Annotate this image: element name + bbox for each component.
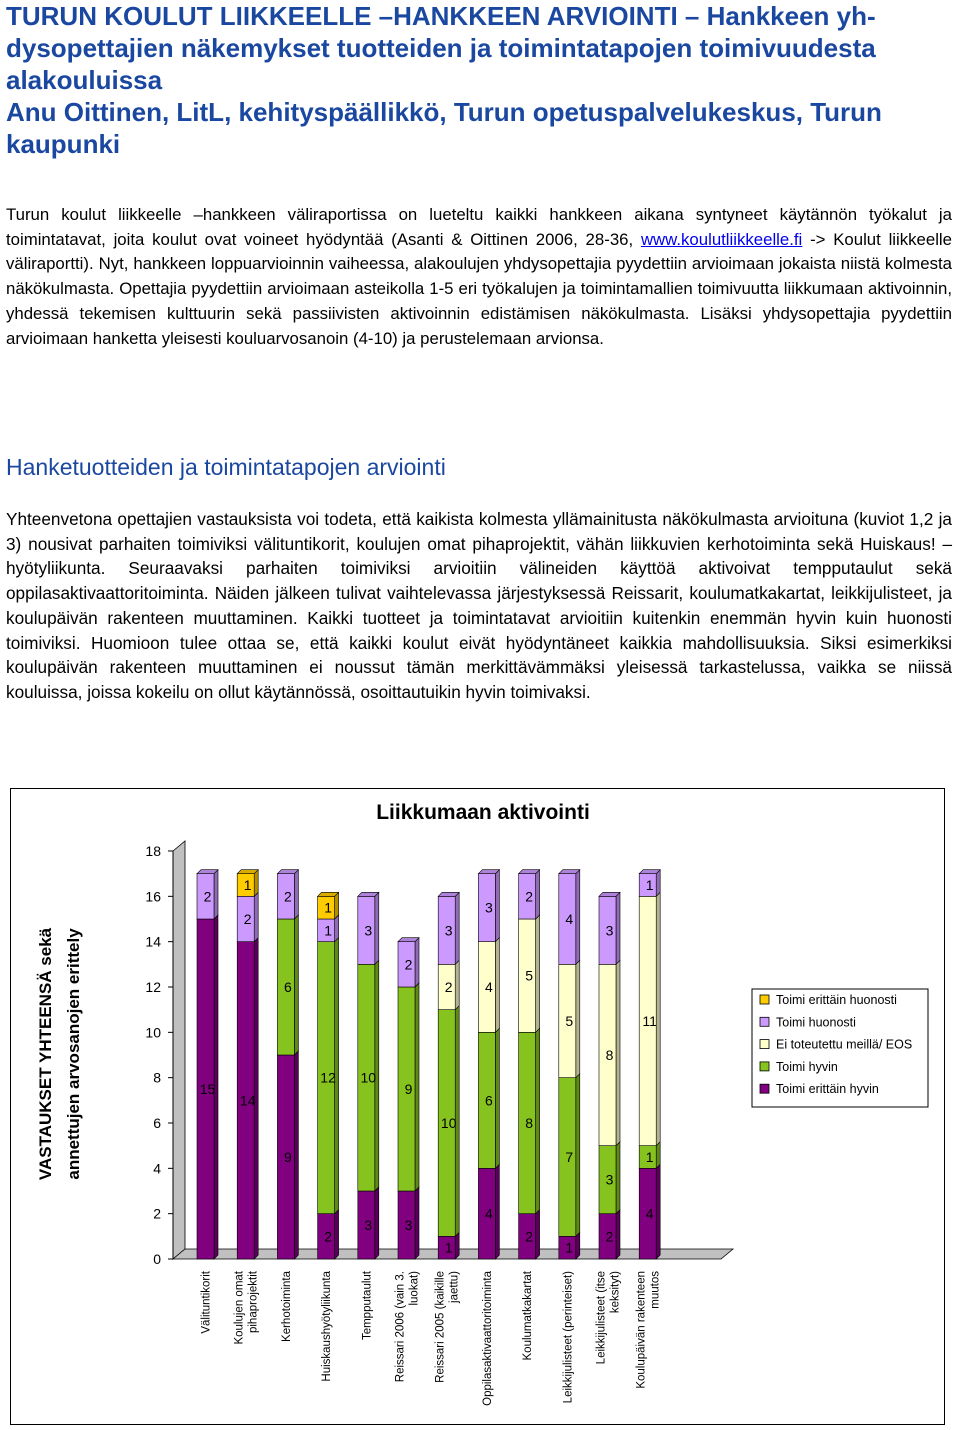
data-label: 10 xyxy=(440,1115,457,1131)
x-tick-label: muutos xyxy=(649,1271,662,1309)
bar-segment-side xyxy=(375,1187,379,1259)
y-tick-label: 4 xyxy=(153,1160,161,1177)
bar-segment-side xyxy=(455,960,459,1009)
y-tick-label: 16 xyxy=(145,888,161,905)
title-line: TURUN KOULUT LIIKKEELLE –HANKKEEN ARVIOINTI – Hankkeen yh- xyxy=(6,1,876,31)
data-label: 4 xyxy=(485,1205,493,1222)
document-title xyxy=(6,0,951,160)
x-tick-label: jaettu) xyxy=(448,1271,461,1303)
x-tick-label: Leikkijulisteet (perinteiset) xyxy=(562,1271,575,1404)
data-label: 1 xyxy=(324,922,332,939)
x-tick-label: luokat) xyxy=(408,1271,421,1306)
bar-top xyxy=(237,870,258,874)
data-label: 9 xyxy=(284,1149,292,1165)
data-label: 2 xyxy=(203,888,212,905)
data-label: 6 xyxy=(284,979,292,995)
data-label: 9 xyxy=(404,1081,413,1097)
bar-segment-side xyxy=(214,870,218,919)
bar-segment-side xyxy=(294,915,298,1055)
chart-title: Liikkumaan aktivointi xyxy=(376,801,590,824)
x-tick-label: Koulujen omat xyxy=(233,1271,246,1345)
bar-segment-side xyxy=(656,1164,660,1259)
data-label: 5 xyxy=(565,1013,574,1029)
intro-text-2: -> Koulut liikkeelle väliraportti). Nyt, hankkeen loppuarvioinnin vaiheessa, alakoulujen yhdysopettajia pyydettiin arvioimaan jokaista niistä kolmesta näkökulmasta. Opettajia pyydettiin arvioimaan asteikolla 1-5 eri työkalujen ja toimintamallien toimivuutta liikkumaan aktivoinnin, yhdessä tekemisen kulttuurin sekä passiivisten aktivoinnin edistämisen näkökulmasta. Lisäksi yhdysopettajia pyydettiin arvioimaan hanketta yleisesti kouluarvosanoin (4-10) ja perustelemaan arvionsa. xyxy=(6,229,952,348)
data-label: 3 xyxy=(485,899,493,916)
data-label: 1 xyxy=(243,877,252,893)
x-tick-label: Välituntikorit xyxy=(200,1271,213,1334)
intro-text-1: Turun koulut liikkeelle –hankkeen väliraportissa on lueteltu kaikki hankkeen aikana syntyneet käytännön työkalut ja toimintatavat, joita koulut ovat voineet hyödyntää (Asanti & Oittinen 2006, 28-36, xyxy=(6,205,952,249)
bar-segment-side xyxy=(294,870,298,919)
koulutliikkeelle-link[interactable]: www.koulutliikkeelle.fi xyxy=(640,229,803,249)
bar-segment-side xyxy=(616,1210,620,1259)
bar-segment-side xyxy=(254,892,258,941)
y-tick-label: 8 xyxy=(153,1069,161,1086)
y-tick-label: 18 xyxy=(145,843,161,859)
bar-segment-side xyxy=(375,892,379,964)
bar-top xyxy=(398,938,419,942)
bar-segment-side xyxy=(335,915,339,942)
bar-segment-side xyxy=(536,915,540,1032)
data-label: 10 xyxy=(360,1069,377,1086)
data-label: 3 xyxy=(364,922,373,939)
data-label: 7 xyxy=(565,1149,574,1165)
bar-segment-side xyxy=(294,1051,298,1259)
x-tick-label: Reissari 2006 (vain 3. xyxy=(394,1271,407,1383)
data-label: 4 xyxy=(485,979,493,995)
y-axis xyxy=(145,843,173,1267)
bar-segment-side xyxy=(415,983,419,1191)
data-label: 2 xyxy=(605,1228,614,1245)
bar-segment-side xyxy=(656,1142,660,1169)
title-line: Anu Oittinen, LitL, kehityspäällikkö, Turun opetuspalvelukeskus, Turun xyxy=(6,97,882,127)
bar-segment-side xyxy=(495,870,499,942)
title-line: dysopettajien näkemykset tuotteiden ja toimintatapojen toimivuudesta xyxy=(6,33,876,63)
bar-segment-side xyxy=(335,892,339,919)
data-label: 4 xyxy=(645,1205,654,1222)
data-label: 15 xyxy=(199,1081,216,1097)
bar-top xyxy=(197,870,218,874)
bar-segment-side xyxy=(415,1187,419,1259)
y-tick-label: 0 xyxy=(153,1251,161,1267)
intro-paragraph xyxy=(6,203,952,351)
bar-top xyxy=(358,892,379,896)
title-line: alakouluissa xyxy=(6,65,163,95)
legend-label: Toimi hyvin xyxy=(776,1059,838,1074)
data-label: 2 xyxy=(284,888,292,905)
bar-segment-side xyxy=(415,938,419,987)
bar-segment-side xyxy=(254,870,258,897)
legend xyxy=(752,989,928,1107)
bar-segment-side xyxy=(536,1028,540,1213)
legend-swatch xyxy=(760,1017,769,1026)
legend-swatch xyxy=(760,1062,769,1071)
bar-segment-side xyxy=(616,1142,620,1214)
y-axis-title: VASTAUKSET YHTEENSÄ sekä xyxy=(36,927,55,1181)
chart-frame xyxy=(10,788,945,1425)
y-axis-label xyxy=(36,927,83,1180)
data-label: 8 xyxy=(605,1047,614,1063)
x-tick-label: pihaprojektit xyxy=(247,1271,260,1334)
y-tick-label: 14 xyxy=(145,933,161,950)
data-label: 3 xyxy=(364,1217,373,1233)
data-label: 1 xyxy=(645,1149,654,1165)
bar-segment-side xyxy=(455,1232,459,1259)
x-tick-label: Koulupäivän rakenteen xyxy=(635,1271,648,1389)
data-label: 3 xyxy=(605,1171,614,1188)
y-tick-label: 10 xyxy=(145,1024,161,1041)
y-tick-label: 2 xyxy=(153,1205,161,1222)
data-label: 2 xyxy=(525,888,533,905)
y-axis-title: annettujen arvosanojen erittely xyxy=(64,928,83,1180)
y-tick-label: 6 xyxy=(153,1115,161,1131)
data-label: 5 xyxy=(525,967,533,984)
bars xyxy=(197,870,660,1259)
bar-segment-side xyxy=(495,938,499,1033)
data-label: 12 xyxy=(320,1069,336,1086)
section-heading: Hanketuotteiden ja toimintatapojen arviointi xyxy=(6,454,446,480)
bar-segment-side xyxy=(576,870,580,965)
bar-top xyxy=(478,870,499,874)
legend-label: Toimi erittäin huonosti xyxy=(776,993,897,1007)
legend-label: Toimi erittäin hyvin xyxy=(776,1082,879,1097)
x-tick-label: keksityt) xyxy=(609,1271,622,1314)
data-label: 2 xyxy=(404,956,413,973)
title-line: kaupunki xyxy=(6,129,121,159)
legend-swatch xyxy=(760,1084,769,1093)
bar-segment-side xyxy=(576,1232,580,1259)
bar-segment-side xyxy=(616,892,620,964)
legend-swatch xyxy=(760,1040,769,1049)
data-label: 1 xyxy=(324,899,332,916)
data-label: 3 xyxy=(444,922,453,939)
bar-segment-side xyxy=(495,1164,499,1259)
data-label: 1 xyxy=(444,1239,453,1256)
bar-segment-side xyxy=(536,1210,540,1259)
legend-label: Toimi huonosti xyxy=(776,1015,856,1030)
bar-segment-side xyxy=(455,892,459,964)
data-label: 2 xyxy=(525,1228,533,1245)
stacked-bar-chart xyxy=(11,789,944,1424)
x-tick-label: Leikkijulisteet (itse xyxy=(595,1271,608,1365)
bar-segment-side xyxy=(576,960,580,1077)
data-label: 2 xyxy=(444,979,453,995)
y-tick-label: 12 xyxy=(145,979,161,995)
bar-top xyxy=(277,870,298,874)
data-label: 2 xyxy=(324,1228,332,1245)
x-tick-label: Kerhotoiminta xyxy=(280,1271,293,1342)
bar-segment-side xyxy=(536,870,540,919)
data-label: 8 xyxy=(525,1115,533,1131)
x-tick-label: Tempputaulut xyxy=(361,1271,374,1341)
x-tick-label: Huiskaushyötyliikunta xyxy=(321,1271,334,1382)
x-tick-label: Oppilasaktivaattoritoiminta xyxy=(481,1271,494,1406)
data-label: 14 xyxy=(239,1092,256,1109)
bar-segment-side xyxy=(616,960,620,1145)
data-label: 3 xyxy=(404,1217,413,1233)
data-label: 11 xyxy=(642,1013,657,1029)
bar-segment-side xyxy=(576,1074,580,1237)
bar-top xyxy=(519,870,540,874)
x-tick-label: Reissari 2005 (kaikille xyxy=(434,1271,447,1383)
legend-label: Ei toteutettu meillä/ EOS xyxy=(776,1037,913,1052)
data-label: 2 xyxy=(243,911,252,927)
bar-segment-side xyxy=(495,1028,499,1168)
bar-segment-side xyxy=(656,870,660,897)
data-label: 3 xyxy=(605,922,614,939)
legend-swatch xyxy=(760,995,769,1004)
data-label: 1 xyxy=(565,1239,574,1256)
bar-top xyxy=(318,892,339,896)
side-wall xyxy=(173,841,185,1259)
bar-top xyxy=(438,892,459,896)
data-label: 6 xyxy=(485,1092,493,1109)
x-tick-label: Koulumatkakartat xyxy=(522,1271,535,1361)
x-axis-labels xyxy=(201,1270,662,1406)
bar-segment-side xyxy=(335,1210,339,1259)
section-body-paragraph: Yhteenvetona opettajien vastauksista voi todeta, että kaikista kolmesta yllämainitusta näkökulmasta arvioituna (kuviot 1,2 ja 3) nousivat parhaiten toimiviksi välituntikorit, koulujen omat pihaprojektit, vähän liikkuvien kerhotoiminta sekä Huiskaus! –hyötyliikunta. Seuraavaksi parhaiten toimiviksi arvioitiin välineiden käyttöä aktivoivat tempputaulut sekä oppilasaktivaattoritoiminta. Näiden jälkeen tulivat vaihtelevassa järjestyksessä Reissarit, koulumatkakartat, leikkijulisteet, ja koulupäivän rakenteen muuttaminen. Kaikki tuotteet ja toimintatavat arvioitiin kuitenkin enemmän hyvin kuin huonosti toimiviksi. Huomioon tulee ottaa se, että kaikki koulut eivät hyödyntäneet kaikkia mahdollisuuksia. Siksi esimerkiksi koulupäivän rakenteen muuttaminen ei noussut tämän merkittävämmäksi yleisessä tarkastelussa, vaikka se niissä kouluissa, joissa kokeilu on ollut käytännössä, osoittautuikin hyvin toimivaksi. xyxy=(6,509,952,702)
data-label: 1 xyxy=(645,877,654,893)
bar-top xyxy=(599,892,620,896)
bar-top xyxy=(639,870,660,874)
bar-top xyxy=(559,870,580,874)
data-label: 4 xyxy=(565,911,574,927)
